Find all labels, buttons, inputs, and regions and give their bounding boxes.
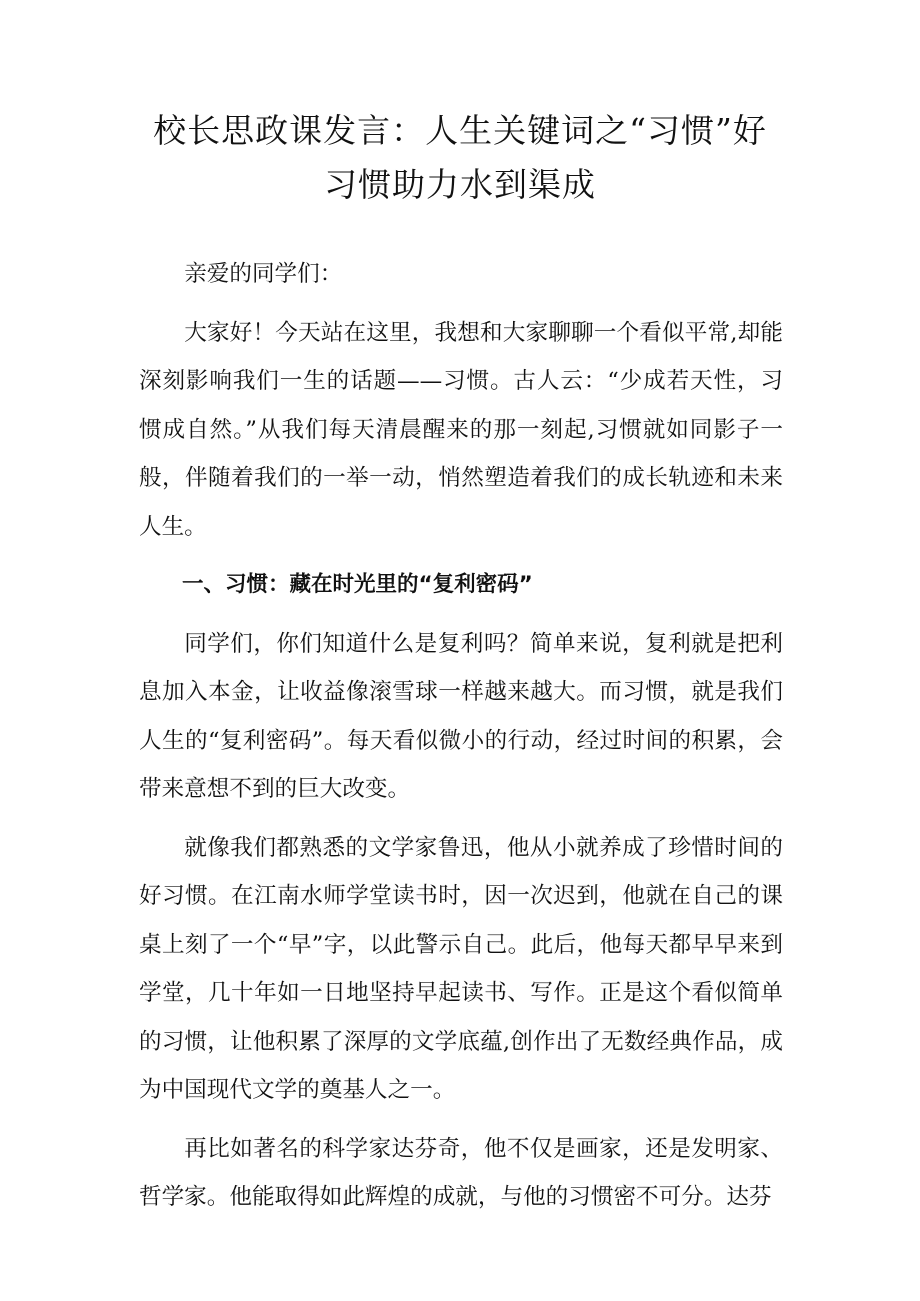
section-heading: 一、习惯：藏在时光里的“复利密码”: [182, 572, 533, 597]
salutation: 亲爱的同学们：: [184, 261, 343, 287]
paragraph-intro: 大家好！今天站在这里，我想和大家聊聊一个看似平常,却能深刻影响我们一生的话题——习惯。古人云：“少成若天性，习惯成自然。”从我们每天清晨醒来的那一刻起,习惯就如同影子一般，伴随着我们的一举一动，悄然塑造着我们的成长轨迹和未来人生。: [139, 319, 783, 540]
document-body: [139, 250, 783, 1232]
title-line-1: 校长思政课发言：人生关键词之“习惯”好: [153, 111, 767, 150]
paragraph-lu-xun: 就像我们都熟悉的文学家鲁迅，他从小就养成了珍惜时间的好习惯。在江南水师学堂读书时，因一次迟到，他就在自己的课桌上刻了一个“早”字，以此警示自己。此后，他每天都早早来到学堂，几十年如一日地坚持早起读书、写作。正是这个看似简单的习惯，让他积累了深厚的文学底蕴,创作出了无数经典作品，成为中国现代文学的奠基人之一。: [139, 834, 783, 1103]
paragraph-da-vinci: 再比如著名的科学家达芬奇，他不仅是画家，还是发明家、哲学家。他能取得如此辉煌的成就，与他的习惯密不可分。达芬: [139, 1135, 783, 1210]
document-title: [100, 104, 820, 212]
paragraph-compound-interest: 同学们，你们知道什么是复利吗？简单来说，复利就是把利息加入本金，让收益像滚雪球一样越来越大。而习惯，就是我们人生的“复利密码”。每天看似微小的行动，经过时间的积累，会带来意想不到的巨大改变。: [139, 630, 783, 802]
title-line-2: 习惯助力水到渠成: [324, 165, 596, 204]
